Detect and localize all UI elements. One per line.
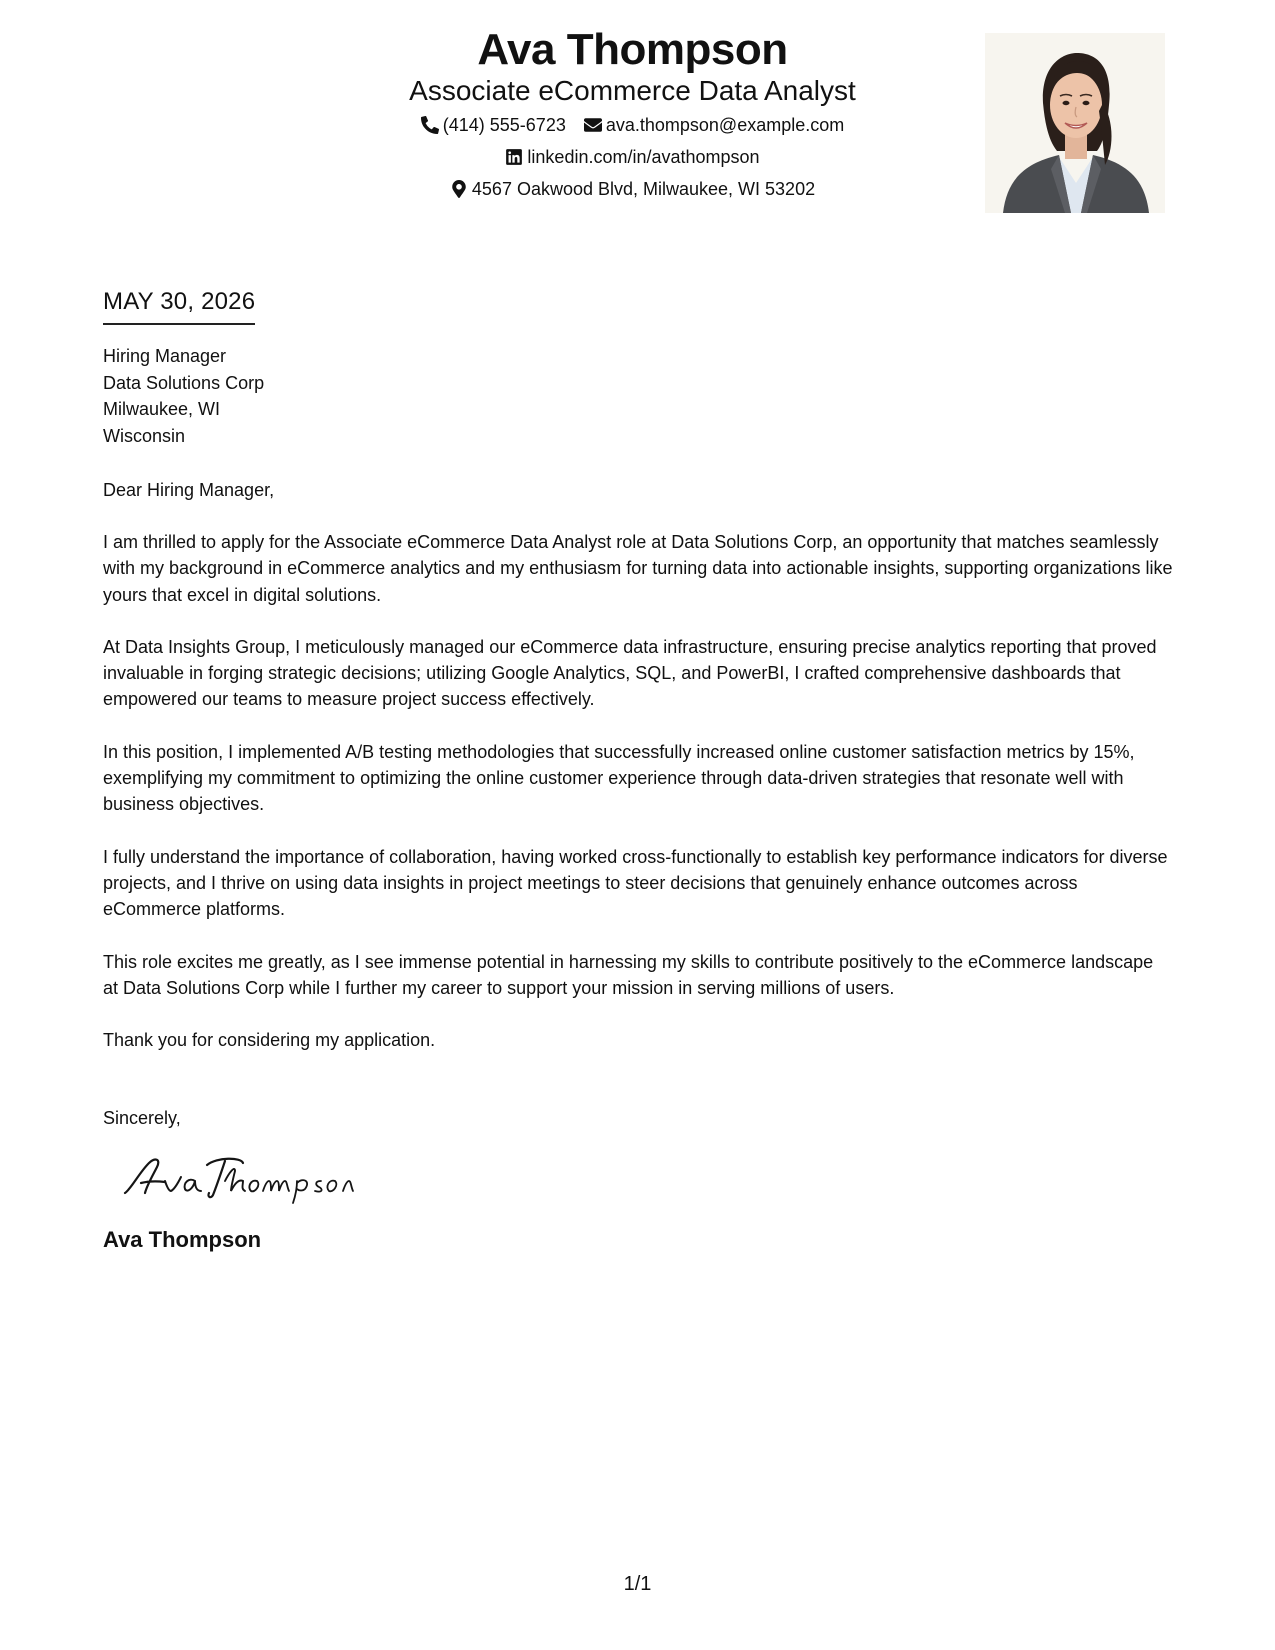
salutation: Dear Hiring Manager,	[103, 480, 275, 500]
letter-body	[103, 285, 1173, 1255]
signed-name: Ava Thompson	[103, 1227, 262, 1253]
page-number: 1/1	[623, 1573, 652, 1595]
applicant-name: Ava Thompson	[477, 25, 788, 74]
body-paragraph: This role excites me greatly, as I see immense potential in harnessing my skills to contribute positively to the eCommerce landscape at Data Solutions Corp while I further my career to support your mission in serving millions of users.	[103, 951, 1154, 998]
applicant-photo	[985, 33, 1165, 213]
applicant-job-title: Associate eCommerce Data Analyst	[409, 75, 856, 106]
contact-linkedin-text: linkedin.com/in/avathompson	[527, 147, 760, 167]
recipient-line: Hiring Manager	[103, 346, 227, 366]
contact-email[interactable]	[584, 112, 844, 138]
contact-phone-text: (414) 555-6723	[442, 115, 566, 135]
phone-icon	[421, 116, 439, 134]
recipient-line: Milwaukee, WI	[103, 399, 221, 419]
contact-linkedin[interactable]	[505, 144, 759, 170]
linkedin-icon	[505, 148, 523, 166]
contact-phone[interactable]	[421, 112, 566, 138]
map-pin-icon	[450, 180, 468, 198]
closing: Sincerely,	[103, 1108, 181, 1129]
recipient-line: Wisconsin	[103, 425, 186, 446]
letter-date: MAY 30, 2026	[103, 285, 255, 325]
body-paragraph: I am thrilled to apply for the Associate eCommerce Data Analyst role at Data Solutions Corp, an opportunity that matches seamlessly with my background in eCommerce analytics and my enthusiasm for turning data into actionable insights, supporting organizations like yours that excel in digital solutions.	[103, 532, 1173, 605]
body-paragraph: In this position, I implemented A/B testing methodologies that successfully increased online customer satisfaction metrics by 15%, exemplifying my commitment to optimizing the online customer experience through data-driven strategies that resonate well with business objectives.	[103, 741, 1135, 815]
recipient-block	[103, 343, 1173, 449]
body-paragraph: At Data Insights Group, I meticulously managed our eCommerce data infrastructure, ensuring precise analytics reporting that proved invaluable in forging strategic decisions; utilizing Google Analytics, SQL, and PowerBI, I crafted comprehensive dashboards that empowered our teams to measure project success effectively.	[103, 636, 1157, 710]
recipient-line: Data Solutions Corp	[103, 372, 265, 393]
contact-email-text: ava.thompson@example.com	[605, 115, 845, 135]
contact-address	[450, 176, 815, 202]
body-paragraph: Thank you for considering my application.	[103, 1030, 436, 1051]
envelope-icon	[584, 116, 602, 134]
contact-address-text: 4567 Oakwood Blvd, Milwaukee, WI 53202	[471, 179, 816, 199]
body-paragraph: I fully understand the importance of collaboration, having worked cross-functionally to establish key performance indicators for diverse projects, and I thrive on using data insights in project meetings to steer decisions that genuinely enhance outcomes across eCommerce platforms.	[103, 846, 1168, 920]
handwritten-signature	[121, 1151, 361, 1207]
